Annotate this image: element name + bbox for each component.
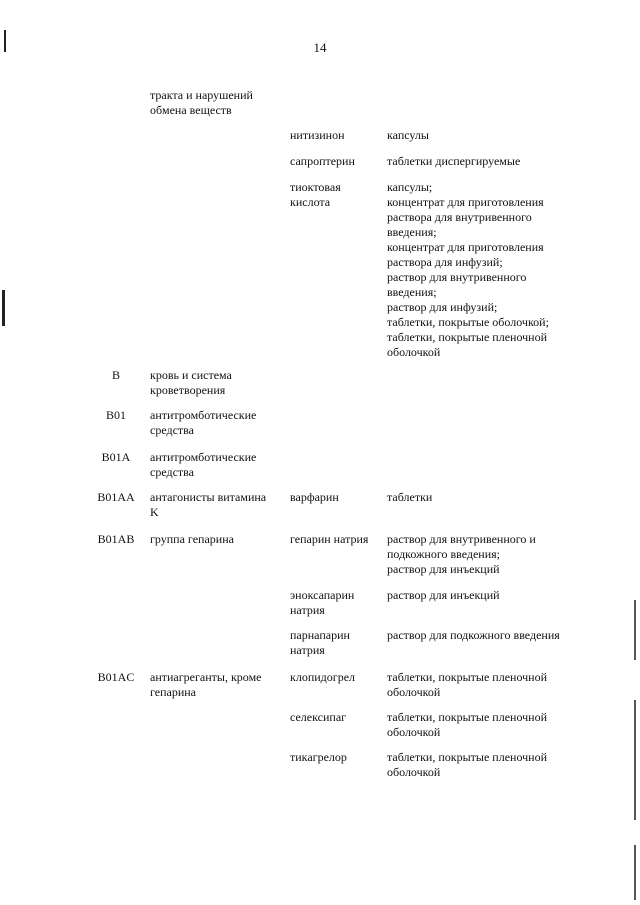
anatomical-group: тракта и нарушений обмена веществ [150, 88, 253, 117]
anatomical-group: антитромботические средства [150, 408, 257, 437]
scan-edge-mark [634, 845, 636, 900]
drug-name: тикагрелор [290, 750, 347, 764]
drug-name: парнапарин натрия [290, 628, 350, 657]
atc-code: B01A [101, 450, 131, 464]
page-number: 14 [313, 40, 327, 55]
atc-code: B [111, 368, 120, 382]
atc-code: B01AB [97, 532, 135, 546]
atc-code: B01 [105, 408, 126, 422]
dosage-form: таблетки [387, 490, 433, 504]
drug-name: нитизинон [290, 128, 345, 142]
drug-name: селексипаг [290, 710, 347, 724]
dosage-form: таблетки, покрытые пленочной оболочкой [387, 710, 548, 739]
scan-edge-mark [634, 700, 636, 820]
drug-name: гепарин натрия [290, 532, 369, 546]
drug-name: тиоктовая кислота [290, 180, 341, 209]
drug-name: варфарин [290, 490, 339, 504]
anatomical-group: антагонисты витамина K [150, 490, 267, 519]
dosage-form: капсулы; концентрат для приготовления раствора для внутривенного введения; концентрат для приготовления раствора для инфузий; раствор для внутривенного введения; раствор для инфузий; таблетки, покрытые оболочкой; таблетки, покрытые пленочной оболочкой [387, 180, 549, 359]
dosage-form: раствор для инъекций [387, 588, 500, 602]
anatomical-group: антиагреганты, кроме гепарина [150, 670, 262, 699]
drug-name: сапроптерин [290, 154, 355, 168]
scan-edge-mark [2, 290, 5, 326]
anatomical-group: антитромботические средства [150, 450, 257, 479]
dosage-form: раствор для подкожного введения [387, 628, 560, 642]
dosage-form: таблетки диспергируемые [387, 154, 521, 168]
atc-code: B01AA [97, 490, 135, 504]
anatomical-group: кровь и система кроветворения [150, 368, 232, 397]
anatomical-group: группа гепарина [150, 532, 234, 546]
drug-name: клопидогрел [290, 670, 356, 684]
drug-name: эноксапарин натрия [290, 588, 355, 617]
dosage-form: таблетки, покрытые пленочной оболочкой [387, 670, 548, 699]
dosage-form: таблетки, покрытые пленочной оболочкой [387, 750, 548, 779]
scan-edge-mark [634, 600, 636, 660]
dosage-form: раствор для внутривенного и подкожного введения; раствор для инъекций [387, 532, 536, 576]
scan-edge-mark [4, 30, 6, 52]
dosage-form: капсулы [387, 128, 429, 142]
atc-code: B01AC [97, 670, 135, 684]
